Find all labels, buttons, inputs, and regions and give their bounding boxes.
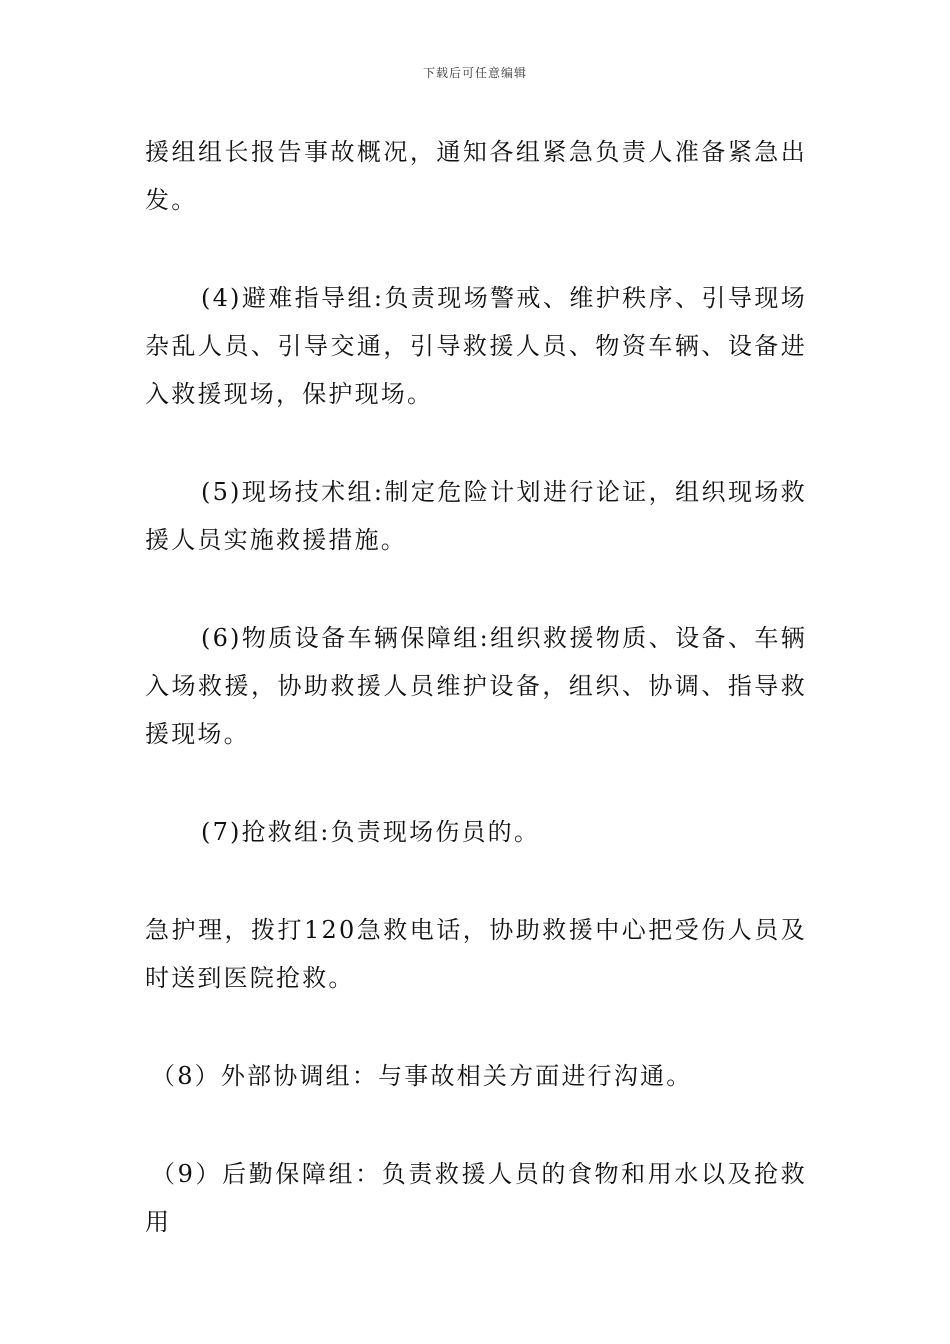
paragraph-item-9: （9）后勤保障组：负责救援人员的食物和用水以及抢救用: [145, 1160, 807, 1236]
document-body: [145, 128, 807, 1296]
paragraph-item-8: （8）外部协调组：与事故相关方面进行沟通。: [151, 1062, 693, 1090]
paragraph-continuation: 援组组长报告事故概况，通知各组紧急负责人准备紧急出发。: [145, 138, 807, 214]
paragraph-item-7: (7)抢救组:负责现场伤员的。: [201, 818, 541, 846]
paragraph-item-4: (4)避难指导组:负责现场警戒、维护秩序、引导现场杂乱人员、引导交通，引导救援人员、物资车辆、设备进入救援现场，保护现场。: [145, 284, 807, 408]
paragraph-item-5: (5)现场技术组:制定危险计划进行论证，组织现场救援人员实施救援措施。: [145, 478, 807, 554]
paragraph-item-6: (6)物质设备车辆保障组:组织救援物质、设备、车辆入场救援，协助救援人员维护设备，组织、协调、指导救援现场。: [145, 624, 807, 748]
page-header: 下载后可任意编辑: [422, 66, 527, 80]
paragraph-item-7-continued: 急护理，拨打120急救电话，协助救援中心把受伤人员及时送到医院抢救。: [145, 916, 807, 992]
